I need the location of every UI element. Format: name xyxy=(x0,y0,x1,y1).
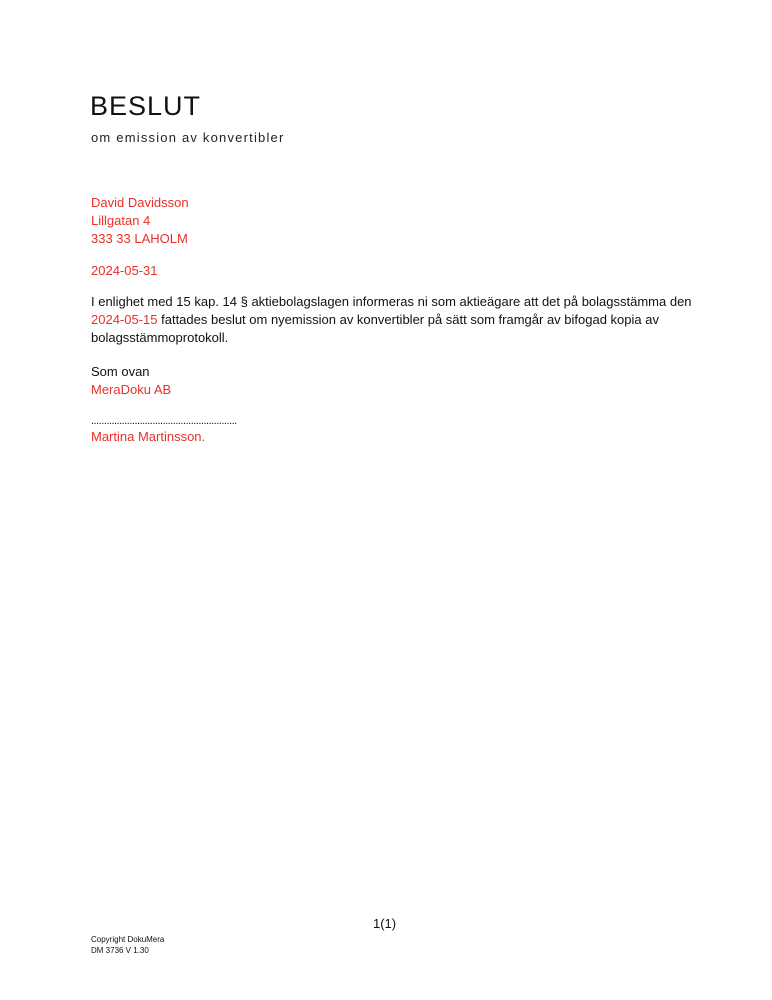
recipient-postal: 333 33 LAHOLM xyxy=(91,231,188,246)
footer-doc-id: DM 3736 V 1.30 xyxy=(91,946,149,955)
page-number: 1(1) xyxy=(373,916,397,931)
closing-greeting: Som ovan xyxy=(91,364,150,379)
letter-date: 2024-05-31 xyxy=(91,263,158,278)
company-name: MeraDoku AB xyxy=(91,382,172,397)
body-paragraph xyxy=(91,293,701,347)
body-text-after: fattades beslut om nyemission av konvertibler på sätt som framgår av bifogad kopia av bolagsstämmoprotokoll. xyxy=(91,312,659,345)
body-text-before: I enlighet med 15 kap. 14 § aktiebolagslagen informeras ni som aktieägare att det på bolagsstämma den xyxy=(91,294,692,309)
signatory-name: Martina Martinsson. xyxy=(91,429,206,444)
document-title: BESLUT xyxy=(90,91,202,121)
signature-block xyxy=(91,414,237,446)
closing-block xyxy=(91,363,171,399)
footer-copyright: Copyright DokuMera xyxy=(91,935,165,944)
footer xyxy=(91,934,164,956)
recipient-address xyxy=(91,194,189,248)
meeting-date: 2024-05-15 xyxy=(91,312,158,327)
recipient-street: Lillgatan 4 xyxy=(91,213,151,228)
signature-line: ......................................................... xyxy=(91,415,237,427)
document-subtitle: om emission av konvertibler xyxy=(91,130,285,145)
recipient-name: David Davidsson xyxy=(91,195,189,210)
